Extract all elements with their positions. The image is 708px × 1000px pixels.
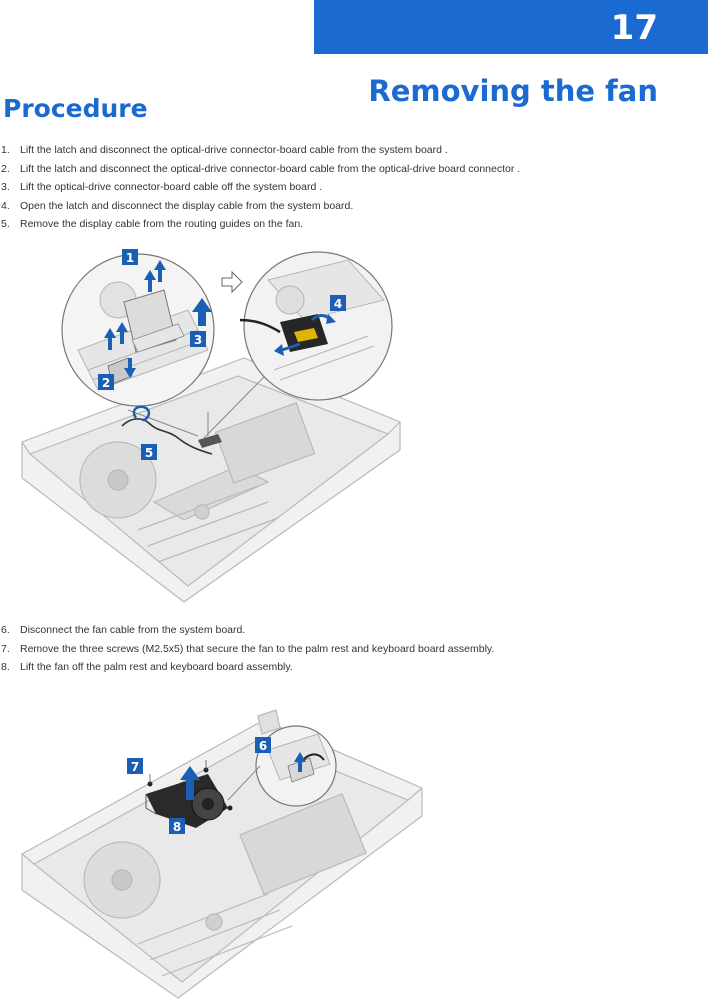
- list-item: [0, 658, 494, 677]
- callout-badge: [330, 295, 346, 311]
- procedure-steps-part2: [0, 621, 494, 677]
- step-number: 1.: [1, 144, 10, 156]
- chapter-number: 17: [610, 8, 658, 48]
- callout-number: 1: [125, 251, 135, 265]
- list-item: [0, 621, 494, 640]
- list-item: [0, 215, 520, 234]
- callout-number: 8: [172, 820, 182, 834]
- step-text: Remove the three screws (M2.5x5) that secure the fan to the palm rest and keyboard board assembly.: [20, 642, 495, 655]
- procedure-steps-part1: [0, 141, 520, 234]
- step-text: Lift the optical-drive connector-board cable off the system board .: [20, 181, 323, 193]
- callout-badge: [190, 331, 206, 347]
- callout-badge: [127, 758, 143, 774]
- callout-badge: [141, 444, 157, 460]
- list-item: [0, 141, 520, 160]
- callout-number: 6: [258, 739, 268, 753]
- callout-number: 3: [193, 333, 203, 347]
- list-item: [0, 178, 520, 197]
- step-text: Remove the display cable from the routing guides on the fan.: [20, 218, 304, 230]
- callout-badge: [98, 374, 114, 390]
- callout-badge: [122, 249, 138, 265]
- section-heading: Procedure: [3, 94, 148, 123]
- illustration-cable-removal: [18, 240, 402, 612]
- step-number: 4.: [1, 199, 10, 212]
- step-text: Disconnect the fan cable from the system board.: [20, 624, 246, 636]
- page-title: Removing the fan: [368, 74, 658, 108]
- callout-number: 7: [130, 760, 140, 774]
- step-text: Lift the fan off the palm rest and keyboard board assembly.: [20, 661, 293, 673]
- illustration-fan-removal: [18, 704, 424, 1000]
- step-text: Lift the latch and disconnect the optical-drive connector-board cable from the optical-drive board connector .: [20, 162, 521, 175]
- chapter-tab: [314, 0, 708, 54]
- list-item: [0, 197, 520, 216]
- list-item: [0, 160, 520, 179]
- step-number: 3.: [1, 181, 10, 193]
- callout-number: 5: [144, 446, 154, 460]
- step-number: 7.: [1, 642, 10, 655]
- step-number: 2.: [1, 162, 10, 175]
- callout-badge: [255, 737, 271, 753]
- step-number: 6.: [1, 624, 10, 636]
- step-text: Lift the latch and disconnect the optical-drive connector-board cable from the system board .: [20, 144, 448, 156]
- callout-number: 2: [101, 376, 111, 390]
- step-number: 5.: [1, 218, 10, 230]
- callout-badge: [169, 818, 185, 834]
- list-item: [0, 640, 494, 659]
- callout-number: 4: [333, 297, 343, 311]
- step-number: 8.: [1, 661, 10, 673]
- step-text: Open the latch and disconnect the display cable from the system board.: [20, 199, 354, 212]
